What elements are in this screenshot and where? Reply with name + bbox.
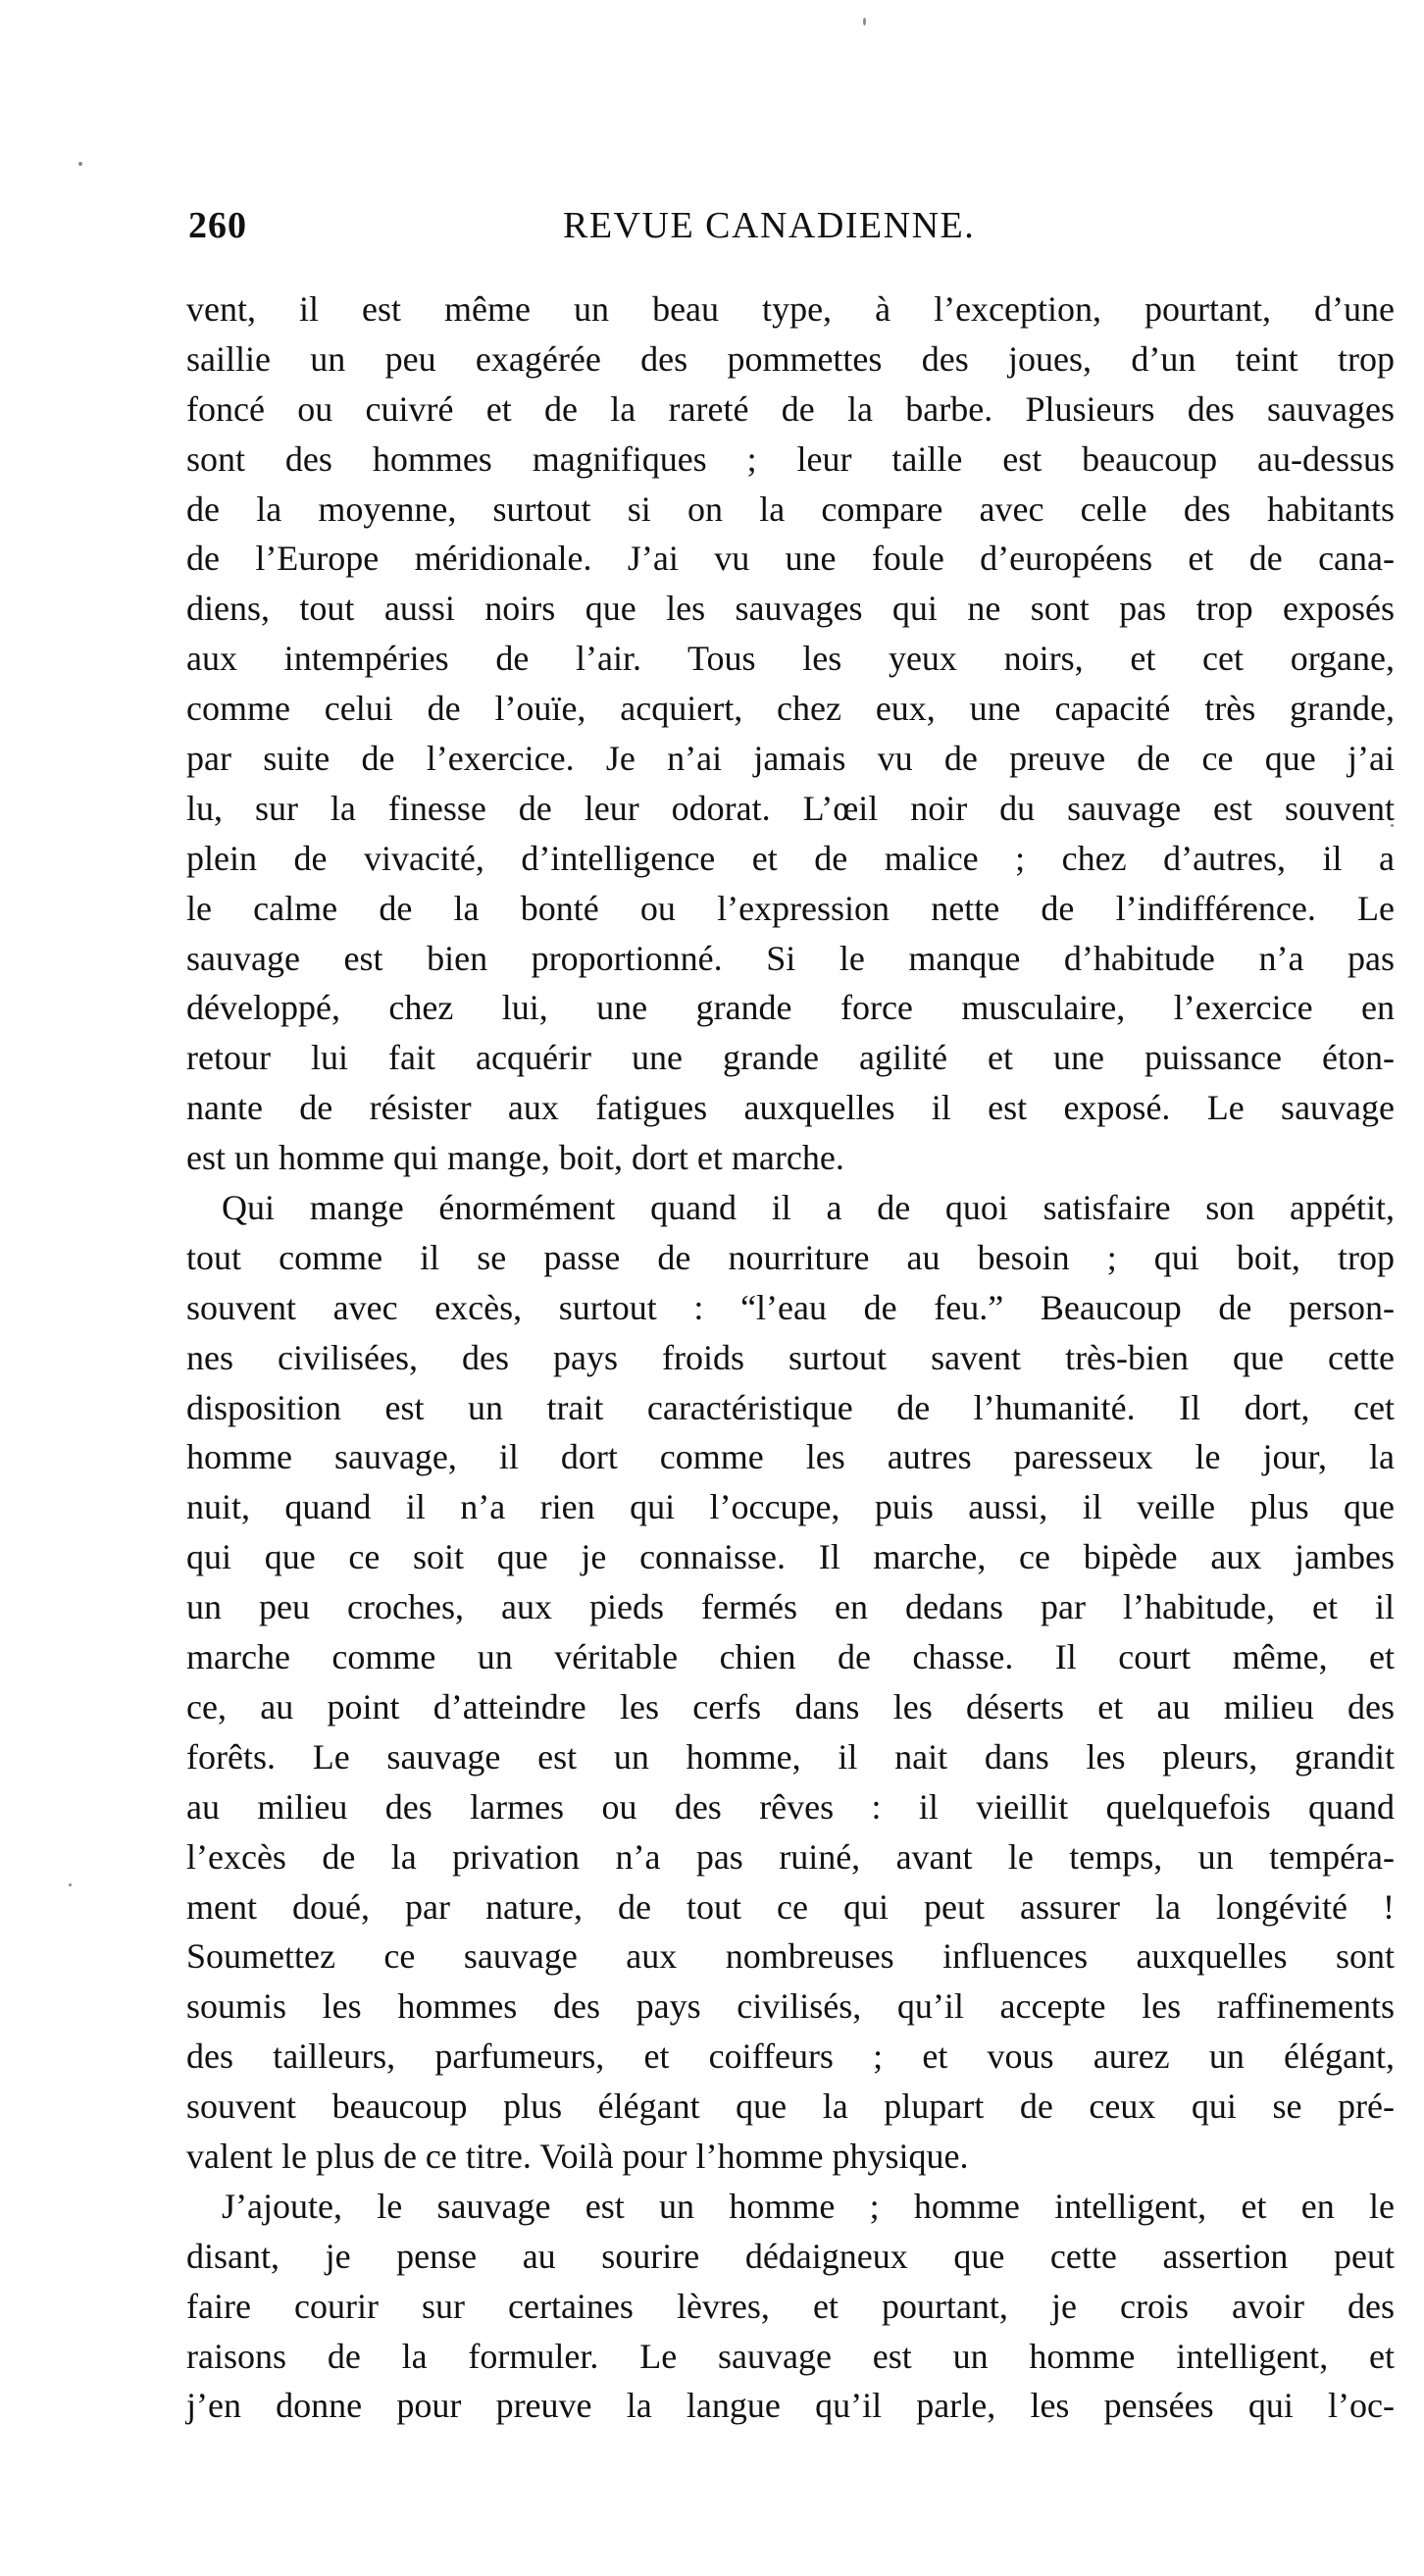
text-line: un peu croches, aux pieds fermés en dedans par l’habitude, et il xyxy=(186,1587,1395,1627)
text-line: disant, je pense au sourire dédaigneux que cette assertion peut xyxy=(186,2236,1395,2276)
text-line: nes civilisées, des pays froids surtout savent très-bien que cette xyxy=(186,1337,1395,1377)
text-line: retour lui fait acquérir une grande agilité et une puissance éton- xyxy=(186,1038,1395,1078)
text-line: tout comme il se passe de nourriture au besoin ; qui boit, trop xyxy=(186,1237,1395,1277)
running-title: REVUE CANADIENNE. xyxy=(563,205,976,246)
running-header xyxy=(188,204,1393,263)
text-line: aux intempéries de l’air. Tous les yeux noirs, et cet organe, xyxy=(186,639,1395,679)
text-line: souvent beaucoup plus élégant que la plupart de ceux qui se pré- xyxy=(186,2087,1395,2127)
page-number: 260 xyxy=(188,205,247,246)
text-line: nante de résister aux fatigues auxquelles il est exposé. Le sauvage xyxy=(186,1088,1395,1128)
text-line: sauvage est bien proportionné. Si le manque d’habitude n’a pas xyxy=(186,938,1395,978)
text-line: diens, tout aussi noirs que les sauvages qui ne sont pas trop exposés xyxy=(186,589,1395,629)
text-line: soumis les hommes des pays civilisés, qu’il accepte les raffinements xyxy=(186,1986,1395,2027)
text-line: marche comme un véritable chien de chasse. Il court même, et xyxy=(186,1637,1395,1677)
text-line: ment doué, par nature, de tout ce qui peut assurer la longévité ! xyxy=(186,1886,1395,1927)
text-line: l’excès de la privation n’a pas ruiné, avant le temps, un tempéra- xyxy=(186,1836,1395,1877)
text-line: par suite de l’exercice. Je n’ai jamais vu de preuve de ce que j’ai xyxy=(186,739,1395,779)
text-line: homme sauvage, il dort comme les autres paresseux le jour, la xyxy=(186,1437,1395,1477)
text-line: développé, chez lui, une grande force musculaire, l’exercice en xyxy=(186,988,1395,1028)
body-text xyxy=(186,284,1395,2431)
text-line: raisons de la formuler. Le sauvage est un homme intelligent, et xyxy=(186,2336,1395,2376)
text-line: lu, sur la finesse de leur odorat. L’œil noir du sauvage est souvent xyxy=(186,788,1395,828)
text-line: plein de vivacité, d’intelligence et de malice ; chez d’autres, il a xyxy=(186,838,1395,878)
text-line: Qui mange énormément quand il a de quoi satisfaire son appétit, xyxy=(222,1188,1395,1228)
text-line: J’ajoute, le sauvage est un homme ; homme intelligent, et en le xyxy=(222,2186,1395,2226)
text-line: de l’Europe méridionale. J’ai vu une foule d’européens et de cana- xyxy=(186,539,1395,579)
text-line: sont des hommes magnifiques ; leur taille est beaucoup au-dessus xyxy=(186,438,1395,479)
paragraph xyxy=(186,284,1395,1183)
text-line: des tailleurs, parfumeurs, et coiffeurs ; et vous aurez un élégant, xyxy=(186,2036,1395,2077)
paragraph xyxy=(186,1183,1395,2182)
scan-speck xyxy=(863,18,866,26)
text-line: Soumettez ce sauvage aux nombreuses influences auxquelles sont xyxy=(186,1936,1395,1977)
text-line: valent le plus de ce titre. Voilà pour l’homme physique. xyxy=(186,2136,969,2176)
text-line: au milieu des larmes ou des rêves : il vieillit quelquefois quand xyxy=(186,1786,1395,1827)
paragraph xyxy=(186,2182,1395,2431)
scan-speck xyxy=(78,162,82,166)
text-line: forêts. Le sauvage est un homme, il nait dans les pleurs, grandit xyxy=(186,1736,1395,1777)
text-line: vent, il est même un beau type, à l’exception, pourtant, d’une xyxy=(186,289,1395,329)
text-line: comme celui de l’ouïe, acquiert, chez eux, une capacité très grande, xyxy=(186,689,1395,729)
text-line: j’en donne pour preuve la langue qu’il parle, les pensées qui l’oc- xyxy=(186,2386,1395,2426)
text-line: est un homme qui mange, boit, dort et marche. xyxy=(186,1138,844,1178)
text-line: ce, au point d’atteindre les cerfs dans les déserts et au milieu des xyxy=(186,1686,1395,1726)
text-line: foncé ou cuivré et de la rareté de la barbe. Plusieurs des sauvages xyxy=(186,388,1395,429)
scan-speck xyxy=(69,1883,72,1886)
text-line: de la moyenne, surtout si on la compare avec celle des habitants xyxy=(186,489,1395,529)
text-line: qui que ce soit que je connaisse. Il marche, ce bipède aux jambes xyxy=(186,1537,1395,1577)
text-line: souvent avec excès, surtout : “l’eau de feu.” Beaucoup de person- xyxy=(186,1287,1395,1327)
text-line: disposition est un trait caractéristique de l’humanité. Il dort, cet xyxy=(186,1387,1395,1427)
text-line: le calme de la bonté ou l’expression nette de l’indifférence. Le xyxy=(186,888,1395,928)
text-line: nuit, quand il n’a rien qui l’occupe, puis aussi, il veille plus que xyxy=(186,1487,1395,1527)
text-line: faire courir sur certaines lèvres, et pourtant, je crois avoir des xyxy=(186,2286,1395,2326)
text-line: saillie un peu exagérée des pommettes des joues, d’un teint trop xyxy=(186,338,1395,379)
